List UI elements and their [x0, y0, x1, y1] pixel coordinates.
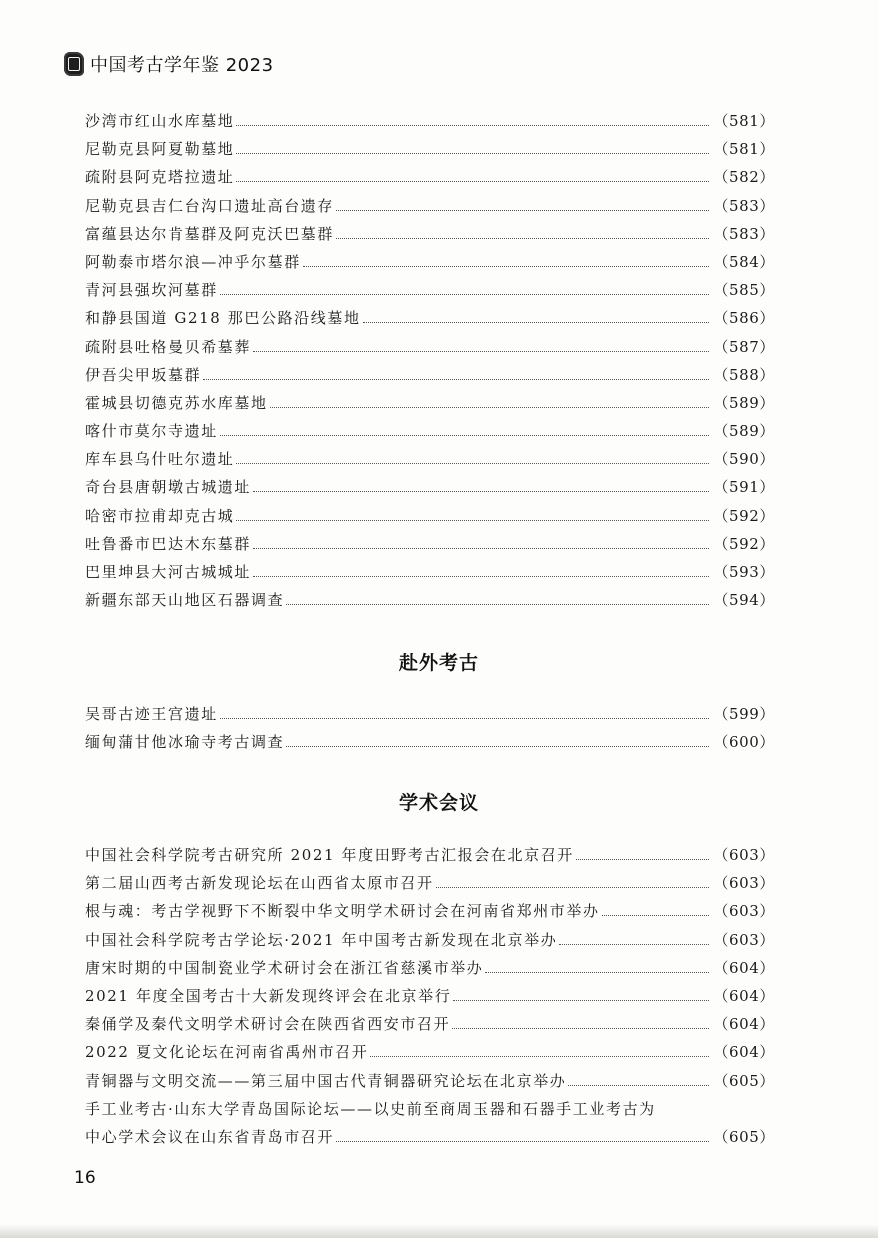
toc-entry[interactable]	[85, 220, 775, 248]
toc-entry-title: 疏附县阿克塔拉遗址	[85, 168, 235, 187]
toc-entry[interactable]	[85, 1038, 775, 1066]
dot-leader	[220, 718, 710, 719]
toc-entry-page: （590）	[713, 450, 775, 469]
toc-entry-title: 中心学术会议在山东省青岛市召开	[85, 1127, 335, 1146]
toc-entry-page: （581）	[713, 112, 775, 130]
dot-leader	[236, 153, 709, 154]
toc-entry-page: （583）	[713, 224, 775, 243]
toc-entry-title: 库车县乌什吐尔遗址	[85, 450, 235, 469]
toc-entry-page: （592）	[713, 534, 775, 553]
toc-list-conferences	[85, 841, 775, 1151]
toc-entry-page: （591）	[713, 478, 775, 497]
toc-entry[interactable]	[85, 361, 775, 389]
section-heading-overseas: 赴外考古	[398, 652, 479, 674]
dot-leader	[236, 125, 709, 126]
toc-entry[interactable]	[85, 276, 775, 304]
toc-entry[interactable]	[85, 389, 775, 417]
dot-leader	[370, 1056, 709, 1057]
toc-entry-title: 中国社会科学院考古学论坛·2021 年中国考古新发现在北京举办	[85, 930, 558, 949]
toc-entry-title: 尼勒克县阿夏勒墓地	[85, 140, 235, 159]
toc-entry[interactable]	[85, 926, 775, 954]
toc-entry-title: 喀什市莫尔寺遗址	[85, 422, 218, 441]
toc-entry[interactable]	[85, 502, 775, 530]
toc-entry-page: （605）	[713, 1127, 775, 1146]
toc-entry-title: 根与魂：考古学视野下不断裂中华文明学术研讨会在河南省郑州市举办	[85, 902, 600, 921]
toc-entry-page: （594）	[713, 591, 775, 610]
dot-leader	[203, 379, 709, 380]
toc-entry-title: 沙湾市红山水库墓地	[85, 112, 235, 130]
dot-leader	[452, 1028, 709, 1029]
toc-entry-title: 青铜器与文明交流——第三届中国古代青铜器研究论坛在北京举办	[85, 1071, 567, 1090]
toc-entry-page: （592）	[713, 506, 775, 525]
toc-entry-page: （589）	[713, 422, 775, 441]
toc-entry-page: （587）	[713, 337, 775, 356]
toc-entry-title: 中国社会科学院考古研究所 2021 年度田野考古汇报会在北京召开	[85, 846, 574, 864]
toc-entry[interactable]	[85, 700, 775, 728]
running-header	[64, 50, 274, 78]
dot-leader	[253, 548, 709, 549]
toc-entry-page: （603）	[713, 902, 775, 921]
toc-list-xinjiang	[85, 107, 775, 614]
toc-entry-page: （581）	[713, 140, 775, 159]
toc-entry-page: （599）	[713, 705, 775, 723]
toc-entry-title: 尼勒克县吉仁台沟口遗址高台遗存	[85, 196, 335, 215]
dot-leader	[576, 859, 709, 860]
dot-leader	[286, 604, 709, 605]
toc-entry-title: 青河县强坎河墓群	[85, 281, 218, 300]
toc-entry-title: 2021 年度全国考古十大新发现终评会在北京举行	[85, 986, 452, 1005]
toc-entry-title: 疏附县吐格曼贝希墓葬	[85, 337, 252, 356]
toc-entry[interactable]	[85, 558, 775, 586]
toc-entry-page: （600）	[713, 733, 775, 752]
toc-entry[interactable]	[85, 586, 775, 614]
dot-leader	[485, 972, 709, 973]
toc-entry-page: （604）	[713, 1015, 775, 1034]
toc-entry-page: （593）	[713, 563, 775, 581]
toc-entry-page: （589）	[713, 393, 775, 412]
toc-entry-title: 富蕴县达尔肯墓群及阿克沃巴墓群	[85, 224, 335, 243]
toc-entry-title: 阿勒泰市塔尔浪—冲乎尔墓群	[85, 252, 301, 271]
toc-entry-title: 奇台县唐朝墩古城遗址	[85, 478, 252, 497]
toc-entry-page: （604）	[713, 986, 775, 1005]
dot-leader	[253, 576, 709, 577]
dot-leader	[253, 491, 709, 492]
toc-entry-page: （605）	[713, 1071, 775, 1090]
toc-entry-title: 巴里坤县大河古城城址	[85, 563, 252, 581]
dot-leader	[220, 294, 710, 295]
toc-entry[interactable]	[85, 1010, 775, 1038]
dot-leader	[336, 238, 709, 239]
toc-entry-title-line1: 手工业考古·山东大学青岛国际论坛——以史前至商周玉器和石器手工业考古为	[85, 1099, 656, 1118]
toc-entry[interactable]	[85, 192, 775, 220]
toc-entry[interactable]	[85, 473, 775, 501]
toc-entry-title: 吴哥古迹王宫遗址	[85, 705, 218, 723]
dot-leader	[236, 520, 709, 521]
toc-entry[interactable]	[85, 869, 775, 897]
page-number: 16	[74, 1168, 96, 1188]
dot-leader	[286, 746, 709, 747]
toc-entry[interactable]	[85, 304, 775, 332]
toc-entry-page: （604）	[713, 1043, 775, 1062]
toc-entry-page: （584）	[713, 252, 775, 271]
toc-entry-title: 伊吾尖甲坂墓群	[85, 365, 202, 384]
toc-entry-page: （588）	[713, 365, 775, 384]
book-title: 中国考古学年鉴 2023	[90, 55, 274, 76]
dot-leader	[336, 210, 709, 211]
toc-entry-page: （603）	[713, 846, 775, 864]
toc-entry-page: （586）	[713, 309, 775, 328]
toc-entry-title: 哈密市拉甫却克古城	[85, 506, 235, 525]
toc-entry[interactable]	[85, 445, 775, 473]
toc-entry[interactable]	[85, 135, 775, 163]
dot-leader	[336, 1141, 709, 1142]
page-edge-shadow	[0, 1224, 878, 1238]
toc-entry-title: 第二届山西考古新发现论坛在山西省太原市召开	[85, 874, 434, 893]
toc-entry[interactable]	[85, 954, 775, 982]
dot-leader	[559, 944, 709, 945]
toc-entry-title: 缅甸蒲甘他冰瑜寺考古调查	[85, 733, 285, 752]
toc-entry-page: （603）	[713, 874, 775, 893]
toc-entry[interactable]	[85, 897, 775, 925]
toc-entry[interactable]	[85, 982, 775, 1010]
dot-leader	[303, 266, 710, 267]
toc-entry-title: 新疆东部天山地区石器调查	[85, 591, 285, 610]
dot-leader	[363, 322, 710, 323]
toc-entry[interactable]	[85, 841, 775, 869]
dot-leader	[453, 1000, 709, 1001]
toc-entry-page: （583）	[713, 196, 775, 215]
toc-entry-title: 2022 夏文化论坛在河南省禹州市召开	[85, 1043, 369, 1062]
dot-leader	[270, 407, 710, 408]
toc-entry-page: （582）	[713, 168, 775, 187]
toc-entry[interactable]	[85, 530, 775, 558]
section-heading-conferences: 学术会议	[398, 792, 479, 814]
toc-list-overseas	[85, 700, 775, 756]
toc-entry[interactable]	[85, 728, 775, 756]
dot-leader	[436, 887, 710, 888]
toc-entry-page: （603）	[713, 930, 775, 949]
toc-entry[interactable]	[85, 163, 775, 191]
toc-entry-title: 秦俑学及秦代文明学术研讨会在陕西省西安市召开	[85, 1015, 451, 1034]
toc-entry-title: 唐宋时期的中国制瓷业学术研讨会在浙江省慈溪市举办	[85, 958, 484, 977]
dot-leader	[602, 915, 710, 916]
dot-leader	[236, 463, 709, 464]
toc-entry[interactable]	[85, 248, 775, 276]
toc-entry[interactable]	[85, 107, 775, 135]
seal-logo-icon	[64, 52, 84, 76]
dot-leader	[220, 435, 710, 436]
toc-entry-title: 霍城县切德克苏水库墓地	[85, 393, 268, 412]
toc-entry[interactable]	[85, 417, 775, 445]
toc-entry-page: （604）	[713, 958, 775, 977]
toc-entry-title: 和静县国道 G218 那巴公路沿线墓地	[85, 309, 361, 328]
toc-entry[interactable]	[85, 1123, 775, 1151]
toc-entry-title: 吐鲁番市巴达木东墓群	[85, 534, 252, 553]
dot-leader	[568, 1085, 709, 1086]
toc-entry-page: （585）	[713, 281, 775, 300]
dot-leader	[236, 181, 709, 182]
toc-entry[interactable]	[85, 1067, 775, 1095]
dot-leader	[253, 351, 709, 352]
toc-entry[interactable]	[85, 333, 775, 361]
